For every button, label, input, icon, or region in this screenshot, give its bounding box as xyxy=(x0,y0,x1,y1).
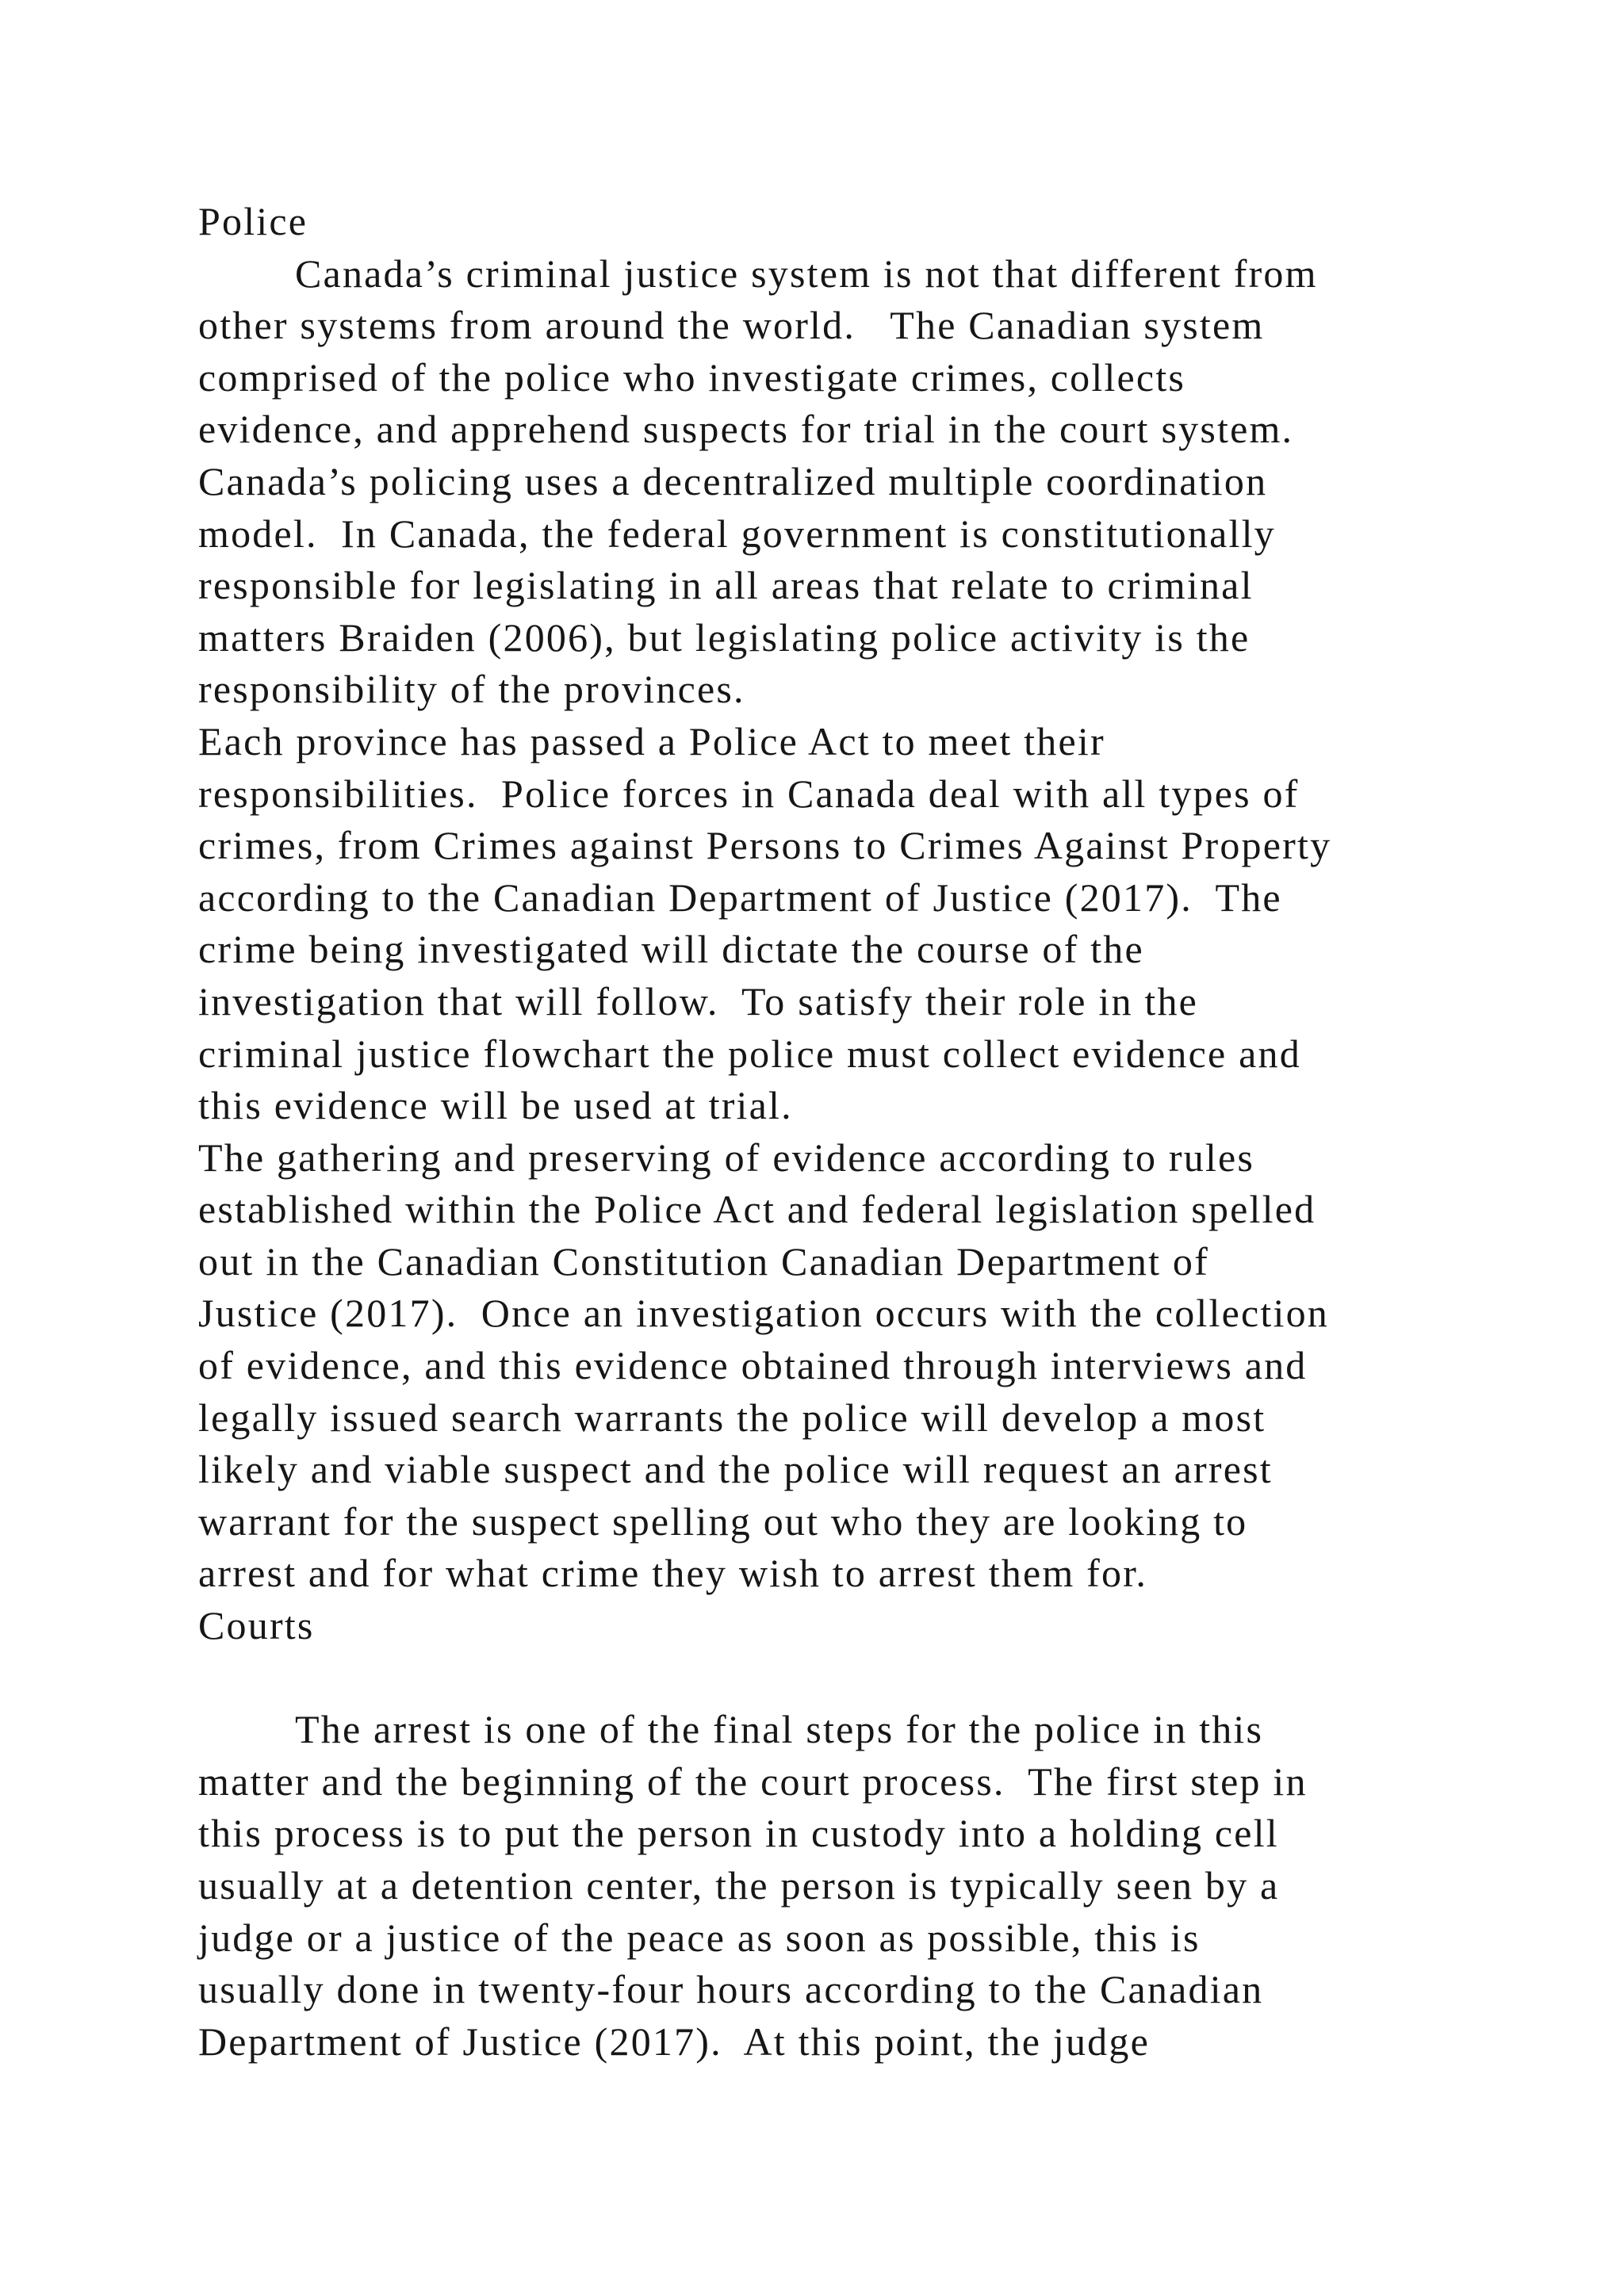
paragraph-line: evidence, and apprehend suspects for trial in the court system. xyxy=(198,407,1294,452)
paragraph-line: responsibilities. Police forces in Canada deal with all types of xyxy=(198,771,1300,816)
paragraph-line: Canada’s criminal justice system is not that different from xyxy=(295,251,1318,296)
paragraph-line: this evidence will be used at trial. xyxy=(198,1083,793,1128)
paragraph-line: judge or a justice of the peace as soon as possible, this is xyxy=(198,1915,1201,1960)
paragraph-line: Canada’s policing uses a decentralized multiple coordination xyxy=(198,458,1268,503)
blank-line xyxy=(198,1652,1499,1705)
paragraph-line: criminal justice flowchart the police must collect evidence and xyxy=(198,1031,1301,1076)
paragraph-line: according to the Canadian Department of Justice (2017). The xyxy=(198,874,1282,920)
paragraph-line: legally issued search warrants the police will develop a most xyxy=(198,1395,1266,1440)
paragraph-line: responsibility of the provinces. xyxy=(198,667,745,712)
paragraph-line: out in the Canadian Constitution Canadian Department of xyxy=(198,1238,1209,1284)
section-heading-police: Police xyxy=(198,199,308,243)
paragraph-line: usually done in twenty-four hours according to the Canadian xyxy=(198,1967,1264,2012)
paragraph-line: The arrest is one of the final steps for the police in this xyxy=(295,1707,1264,1752)
paragraph-line: comprised of the police who investigate crimes, collects xyxy=(198,354,1186,400)
paragraph-line: model. In Canada, the federal government is constitutionally xyxy=(198,511,1276,556)
paragraph-line: of evidence, and this evidence obtained through interviews and xyxy=(198,1343,1308,1388)
paragraph-line: Each province has passed a Police Act to meet their xyxy=(198,718,1105,763)
paragraph-line: investigation that will follow. To satisfy their role in the xyxy=(198,978,1199,1024)
paragraph-line: other systems from around the world. The Canadian system xyxy=(198,303,1265,348)
paragraph-line: The gathering and preserving of evidence according to rules xyxy=(198,1135,1255,1180)
paragraph-line: established within the Police Act and federal legislation spelled xyxy=(198,1187,1316,1232)
paragraph-line: crimes, from Crimes against Persons to Crimes Against Property xyxy=(198,823,1332,868)
paragraph-line: likely and viable suspect and the police will request an arrest xyxy=(198,1447,1273,1492)
paragraph-line: arrest and for what crime they wish to arrest them for. xyxy=(198,1551,1148,1596)
paragraph-line: crime being investigated will dictate the course of the xyxy=(198,927,1144,972)
section-heading-courts: Courts xyxy=(198,1603,315,1648)
paragraph-line: usually at a detention center, the person is typically seen by a xyxy=(198,1863,1280,1908)
paragraph-line: responsible for legislating in all areas that relate to criminal xyxy=(198,563,1254,608)
paragraph-line: matter and the beginning of the court process. The first step in xyxy=(198,1758,1308,1804)
paragraph-line: Department of Justice (2017). At this point, the judge xyxy=(198,2019,1150,2064)
paragraph-line: this process is to put the person in custody into a holding cell xyxy=(198,1811,1279,1856)
document-body xyxy=(198,196,1499,2068)
paragraph-line: matters Braiden (2006), but legislating police activity is the xyxy=(198,614,1251,660)
paragraph-line: warrant for the suspect spelling out who they are looking to xyxy=(198,1498,1248,1544)
paragraph-line: Justice (2017). Once an investigation occurs with the collection xyxy=(198,1291,1329,1336)
